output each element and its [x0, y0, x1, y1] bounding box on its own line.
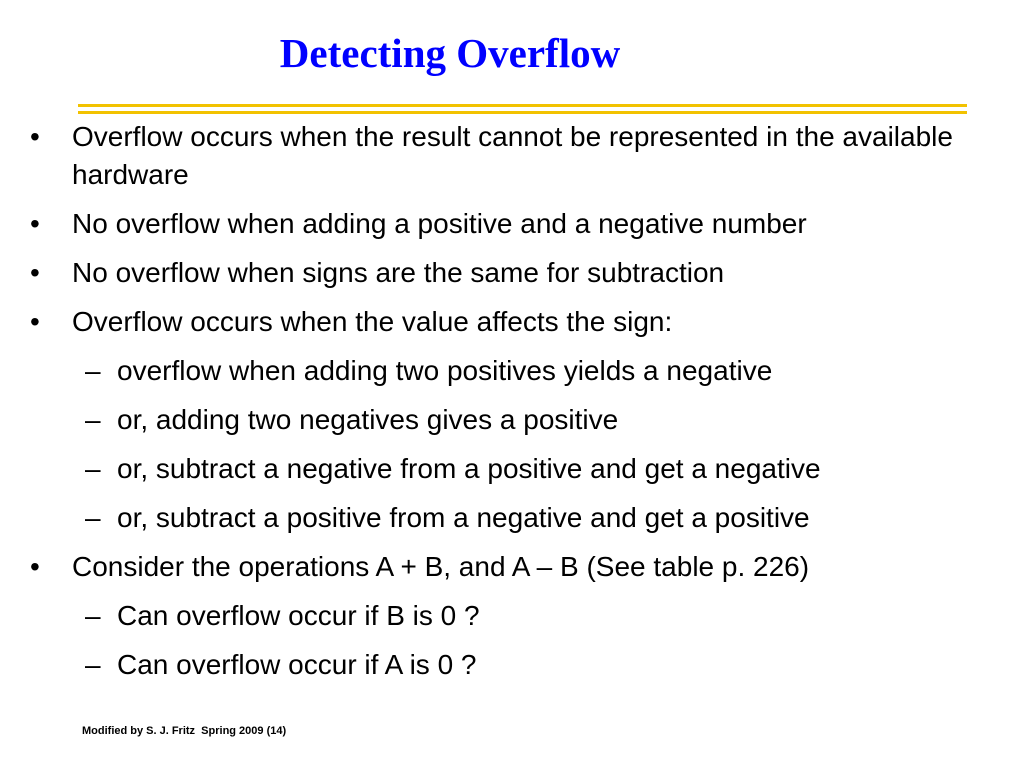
bullet-marker: • — [30, 551, 40, 582]
bullet-list — [30, 118, 990, 695]
sub-bullet-text: Can overflow occur if A is 0 ? — [117, 649, 477, 680]
bullet-marker: • — [30, 306, 40, 337]
bullet-text: Consider the operations A + B, and A – B (See table p. 226) — [72, 551, 810, 582]
bullet-item — [30, 118, 990, 194]
sub-bullet-item — [30, 646, 990, 684]
bullet-text: No overflow when adding a positive and a negative number — [72, 208, 807, 239]
slide-title: Detecting Overflow — [279, 30, 621, 76]
dash-marker: – — [85, 453, 101, 484]
sub-bullet-item — [30, 597, 990, 635]
sub-bullet-item — [30, 499, 990, 537]
title-underline-top — [78, 104, 967, 107]
sub-bullet-item — [30, 401, 990, 439]
sub-bullet-text: Can overflow occur if B is 0 ? — [117, 600, 480, 631]
bullet-marker: • — [30, 121, 40, 152]
sub-bullet-text: or, subtract a negative from a positive and get a negative — [117, 453, 821, 484]
dash-marker: – — [85, 355, 101, 386]
dash-marker: – — [85, 502, 101, 533]
sub-bullet-text: or, adding two negatives gives a positive — [117, 404, 619, 435]
bullet-item — [30, 303, 990, 341]
sub-bullet-text: or, subtract a positive from a negative and get a positive — [117, 502, 810, 533]
bullet-text: Overflow occurs when the result cannot be represented in the available hardware — [72, 121, 953, 190]
bullet-item — [30, 254, 990, 292]
bullet-text: Overflow occurs when the value affects the sign: — [72, 306, 673, 337]
sub-bullet-text: overflow when adding two positives yields a negative — [117, 355, 773, 386]
bullet-text: No overflow when signs are the same for subtraction — [72, 257, 725, 288]
dash-marker: – — [85, 600, 101, 631]
bullet-item — [30, 548, 990, 586]
sub-bullet-item — [30, 352, 990, 390]
bullet-marker: • — [30, 208, 40, 239]
dash-marker: – — [85, 649, 101, 680]
title-underline-bottom — [78, 111, 967, 114]
bullet-item — [30, 205, 990, 243]
bullet-marker: • — [30, 257, 40, 288]
dash-marker: – — [85, 404, 101, 435]
sub-bullet-item — [30, 450, 990, 488]
slide-footer: Modified by S. J. Fritz Spring 2009 (14) — [82, 725, 287, 737]
